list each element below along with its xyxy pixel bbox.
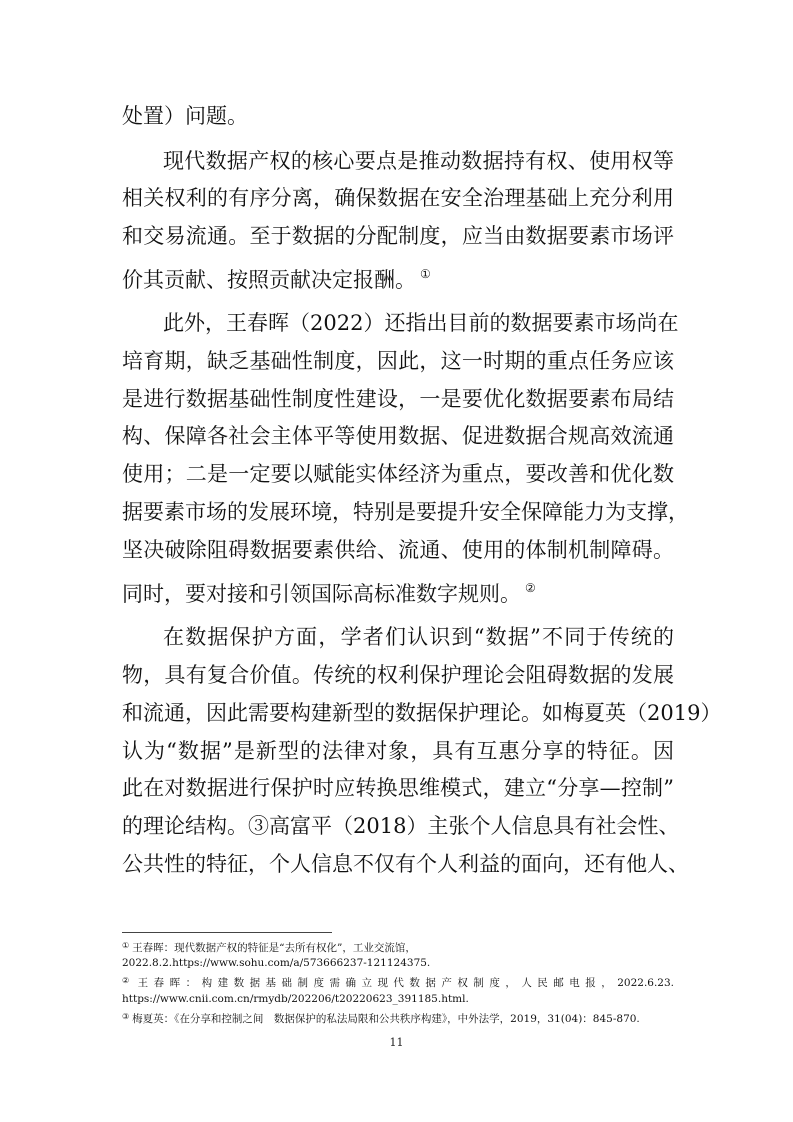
body-line: 据要素市场的发展环境，特别是要提升安全保障能力为支撑， [122, 500, 689, 524]
body-line: 物，具有复合价值。传统的权利保护理论会阻碍数据的发展 [122, 663, 674, 687]
footnote-3: ③ 梅夏英：《在分享和控制之间 数据保护的私法局限和公共秩序构建》，中外法学，2019，31(04)：845-870. [122, 1012, 640, 1025]
body-line: 此在对数据进行保护时应转换思维模式，建立“分享—控制” [122, 776, 674, 800]
body-line: 处置）问题。 [122, 104, 248, 128]
footnote-1: ① 王春晖：现代数据产权的特征是“去所有权化”，工业交流馆， [122, 941, 416, 954]
footnote-2-cont: https://www.cnii.com.cn/rmydb/202206/t20220623_391185.html. [122, 993, 469, 1005]
footnote-ref: ② [525, 581, 536, 595]
footnote-ref: ① [420, 267, 431, 281]
footnote-separator [122, 932, 332, 933]
page-number: 11 [389, 1036, 404, 1049]
body-line: 坚决破除阻碍数据要素供给、流通、使用的体制机制障碍。 [122, 538, 674, 562]
body-line: 价其贡献、按照贡献决定报酬。 ① [122, 267, 431, 292]
body-line: 公共性的特征，个人信息不仅有个人利益的面向，还有他人、 [122, 852, 689, 876]
body-line: 同时，要对接和引领国际高标准数字规则。 ② [122, 581, 536, 606]
body-line: 和流通，因此需要构建新型的数据保护理论。如梅夏英（2019） [122, 701, 722, 725]
body-line: 此外，王春晖（2022）还指出目前的数据要素市场尚在 [163, 311, 679, 335]
body-line: 培育期，缺乏基础性制度，因此，这一时期的重点任务应该 [122, 349, 674, 373]
body-line: 和交易流通。至于数据的分配制度，应当由数据要素市场评 [122, 224, 674, 248]
body-line: 相关权利的有序分离，确保数据在安全治理基础上充分利用 [122, 186, 674, 210]
body-line: 认为“数据”是新型的法律对象，具有互惠分享的特征。因 [122, 739, 674, 763]
body-line: 使用；二是一定要以赋能实体经济为重点，要改善和优化数 [122, 462, 674, 486]
body-line: 的理论结构。③高富平（2018）主张个人信息具有社会性、 [122, 814, 680, 838]
body-line: 构、保障各社会主体平等使用数据、促进数据合规高效流通 [122, 424, 674, 448]
body-line: 在数据保护方面，学者们认识到“数据”不同于传统的 [163, 625, 674, 649]
body-line: 现代数据产权的核心要点是推动数据持有权、使用权等 [163, 149, 674, 173]
footnote-2: ② 王春晖：构建数据基础制度需确立现代数据产权制度，人民邮电报，2022.6.23. [122, 976, 675, 989]
body-line: 是进行数据基础性制度性建设，一是要优化数据要素布局结 [122, 387, 674, 411]
footnote-1-cont: 2022.8.2.https://www.sohu.com/a/573666237-121124375. [122, 957, 431, 969]
